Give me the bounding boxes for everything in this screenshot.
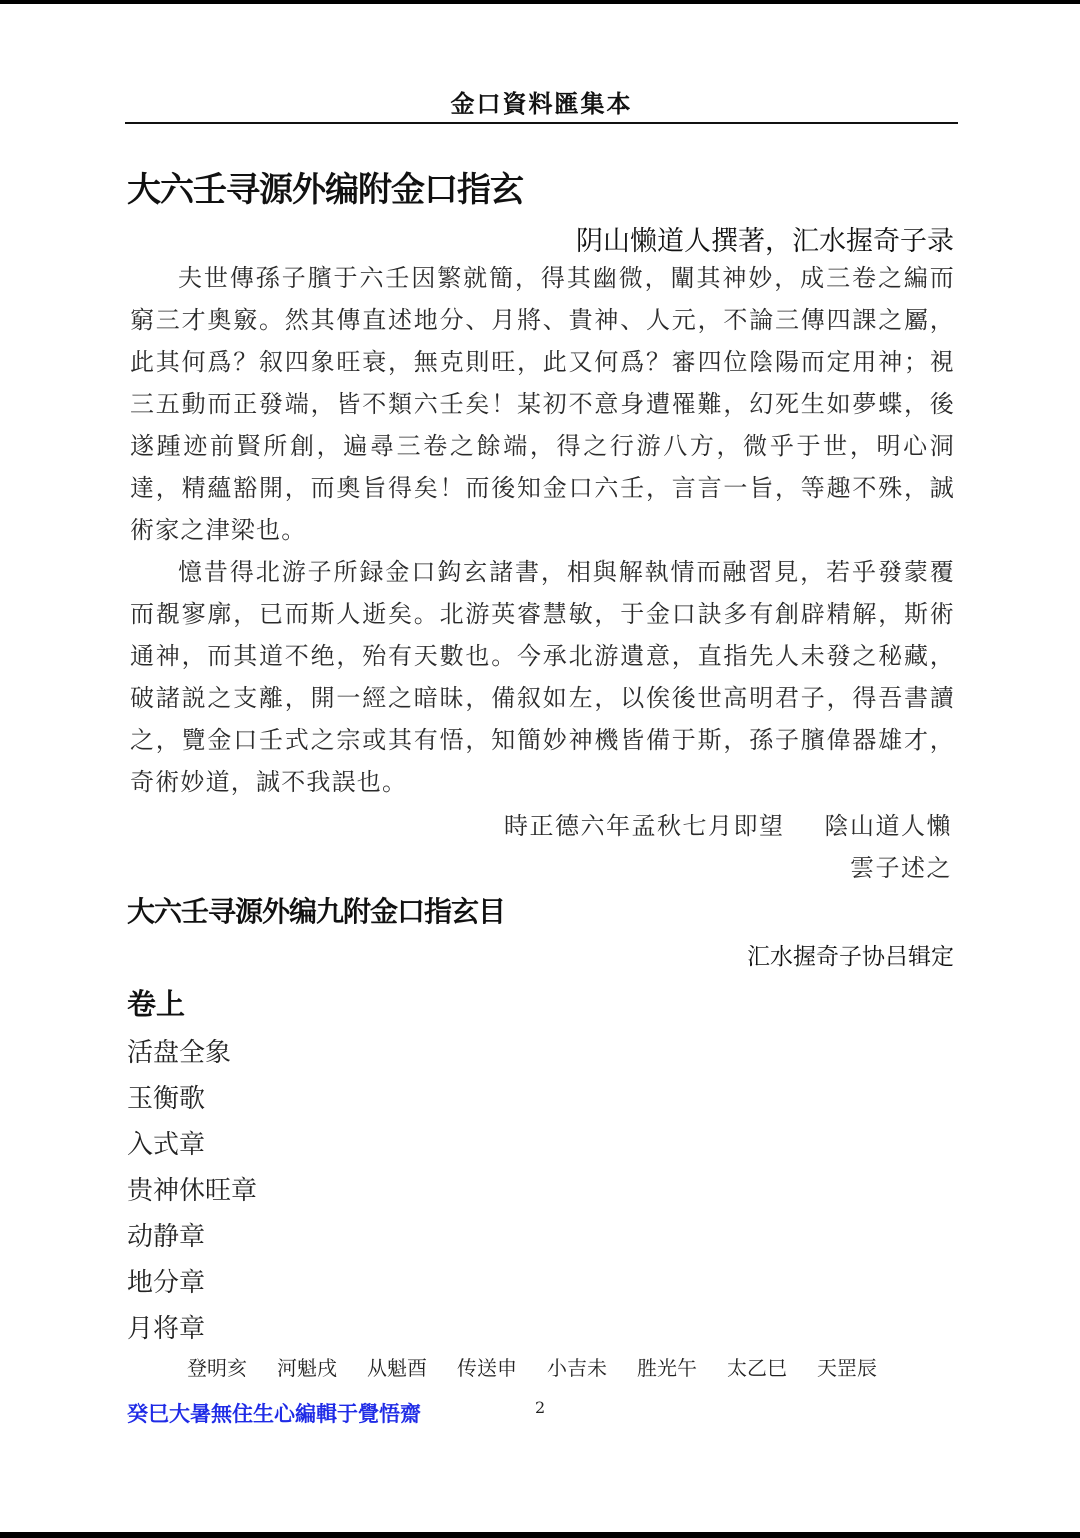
chapter-item: 入式章 [127,1130,206,1160]
general-item: 登明亥 [187,1356,247,1380]
general-item: 小吉未 [547,1356,607,1380]
general-item: 从魁酉 [367,1356,427,1380]
general-list [187,1352,907,1381]
signoff-date: 時正德六年孟秋七月即望 [504,812,785,840]
chapter-item: 贵神休旺章 [127,1176,258,1206]
general-item: 胜光午 [637,1356,697,1380]
toc-editor: 汇水握奇子协吕辑定 [747,944,954,970]
general-item: 传送申 [457,1356,517,1380]
chapter-item: 月将章 [127,1314,206,1344]
general-item: 天罡辰 [817,1356,877,1380]
toc-title: 大六壬寻源外编九附金口指玄目 [127,895,506,928]
volume-heading: 卷上 [127,987,186,1021]
preface [130,257,955,803]
general-item: 太乙巳 [727,1356,787,1380]
chapter-item: 玉衡歌 [127,1084,206,1114]
chapter-item: 活盘全象 [127,1038,232,1068]
main-title: 大六壬寻源外编附金口指玄 [127,170,523,210]
bottom-border [0,1532,1080,1538]
signoff-line-2: 雲子述之 [850,854,952,882]
signoff [452,805,952,889]
header-rule [125,122,958,124]
chapter-list [127,1030,257,1352]
document-page [125,0,958,1530]
footer-credit: 癸巳大暑無住生心編輯于覺悟齋 [127,1402,421,1426]
general-item: 河魁戌 [277,1356,337,1380]
page-number: 2 [535,1398,546,1417]
preface-paragraph-2: 憶昔得北游子所録金口鈎玄諸書，相與解執情而融習見，若乎發蒙覆而覩寥廓，已而斯人逝矣。北游英睿慧敏，于金口訣多有創辟精解，斯術通神，而其道不绝，殆有天數也。今承北游遺意，直指先人未發之秘藏，破諸説之支離，開一經之暗昧，備叙如左，以俟後世高明君子，得吾書讀之，覽金口壬式之宗或其有悟，知簡妙神機皆備于斯，孫子臏偉器雄才，奇術妙道，誠不我誤也。 [130,558,955,796]
chapter-item: 地分章 [127,1268,206,1298]
preface-paragraph-1: 夫世傳孫子臏于六壬因繁就簡，得其幽微，闡其神妙，成三卷之編而窮三才奧竅。然其傳直述地分、月將、貴神、人元，不論三傳四課之屬，此其何爲？叙四象旺衰，無克則旺，此又何爲？審四位陰陽而定用神；視三五動而正發端，皆不類六壬矣！某初不意身遭罹難，幻死生如夢蝶，後遂踵迹前賢所創，遍尋三卷之餘端，得之行游八方，微乎于世，明心洞達，精蘊豁開，而奧旨得矣！而後知金口六壬，言言一旨，等趣不殊，誠術家之津梁也。 [130,264,955,544]
signoff-author: 陰山道人懶 [824,812,952,840]
chapter-item: 动静章 [127,1222,206,1252]
running-header: 金口資料匯集本 [450,89,633,118]
signoff-line-1 [452,805,952,847]
byline: 阴山懒道人撰著，汇水握奇子录 [576,226,954,257]
